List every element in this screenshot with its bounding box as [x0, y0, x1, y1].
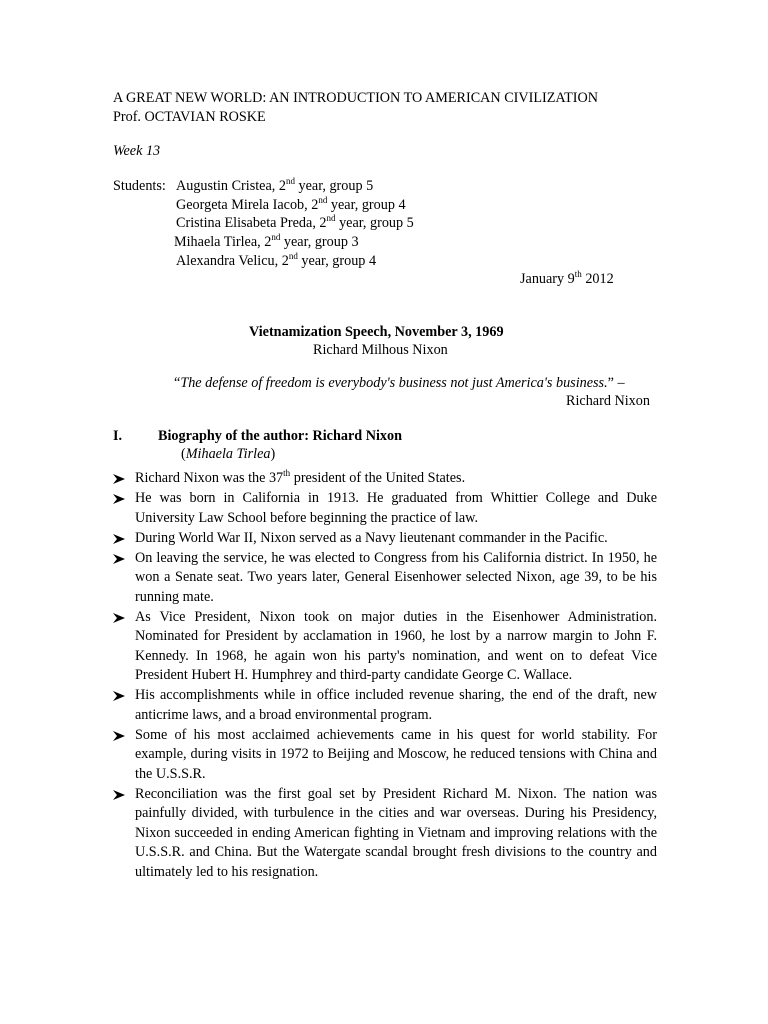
document-date: January 9th 2012: [520, 269, 614, 287]
student-entry: Alexandra Velicu, 2nd year, group 4: [176, 251, 377, 269]
section-heading: Biography of the author: Richard Nixon: [158, 428, 402, 444]
professor-name: Prof. OCTAVIAN ROSKE: [113, 109, 266, 125]
arrowhead-bullet-icon: [113, 613, 125, 623]
arrowhead-bullet-icon: [113, 534, 125, 544]
list-item: His accomplishments while in office included revenue sharing, the end of the draft, new anticrime laws, and a broad environmental program.: [113, 686, 657, 725]
speech-author: Richard Milhous Nixon: [313, 342, 448, 358]
section-presenter: (Mihaela Tirlea): [181, 446, 276, 462]
list-item: On leaving the service, he was elected to Congress from his California district. In 1950, he won a Senate seat. Two years later, General Eisenhower selected Nixon, age 39, to be his running mate.: [113, 549, 657, 608]
arrowhead-bullet-icon: [113, 790, 125, 800]
list-item: As Vice President, Nixon took on major duties in the Eisenhower Administration. Nominated for President by acclamation in 1960, he lost by a narrow margin to John F. Kennedy. In 1968, he again won his party's nomination, and went on to defeat Vice President Hubert H. Humphrey and third-party candidate George C. Wallace.: [113, 608, 657, 686]
student-entry: Georgeta Mirela Iacob, 2nd year, group 4: [176, 195, 406, 213]
student-entry: Mihaela Tirlea, 2nd year, group 3: [174, 232, 359, 250]
epigraph-quote: “The defense of freedom is everybody's business not just America's business.” –: [174, 375, 625, 391]
speech-title: Vietnamization Speech, November 3, 1969: [249, 324, 504, 340]
list-item: Some of his most acclaimed achievements came in his quest for world stability. For example, during visits in 1972 to Beijing and Moscow, he reduced tensions with China and the U.S.S.R.: [113, 726, 657, 785]
list-item: Reconciliation was the first goal set by President Richard M. Nixon. The nation was painfully divided, with turbulence in the cities and war overseas. During his Presidency, Nixon succeeded in ending American fighting in Vietnam and improving relations with the U.S.S.R. and China. But the Watergate scandal brought fresh divisions to the country and ultimately led to his resignation.: [113, 785, 657, 883]
arrowhead-bullet-icon: [113, 731, 125, 741]
week-label: Week 13: [113, 143, 161, 159]
biography-list: [113, 469, 657, 883]
arrowhead-bullet-icon: [113, 554, 125, 564]
arrowhead-bullet-icon: [113, 691, 125, 701]
list-item: Richard Nixon was the 37th president of the United States.: [113, 469, 657, 489]
students-label: Students:: [113, 178, 166, 194]
arrowhead-bullet-icon: [113, 474, 125, 484]
section-numeral: I.: [113, 428, 123, 444]
epigraph-attribution: Richard Nixon: [566, 393, 650, 409]
course-title: A GREAT NEW WORLD: AN INTRODUCTION TO AMERICAN CIVILIZATION: [113, 90, 598, 106]
student-entry: Augustin Cristea, 2nd year, group 5: [176, 176, 374, 194]
student-entry: Cristina Elisabeta Preda, 2nd year, group 5: [176, 213, 414, 231]
arrowhead-bullet-icon: [113, 494, 125, 504]
list-item: He was born in California in 1913. He graduated from Whittier College and Duke University Law School before beginning the practice of law.: [113, 489, 657, 528]
list-item: During World War II, Nixon served as a Navy lieutenant commander in the Pacific.: [113, 529, 657, 549]
